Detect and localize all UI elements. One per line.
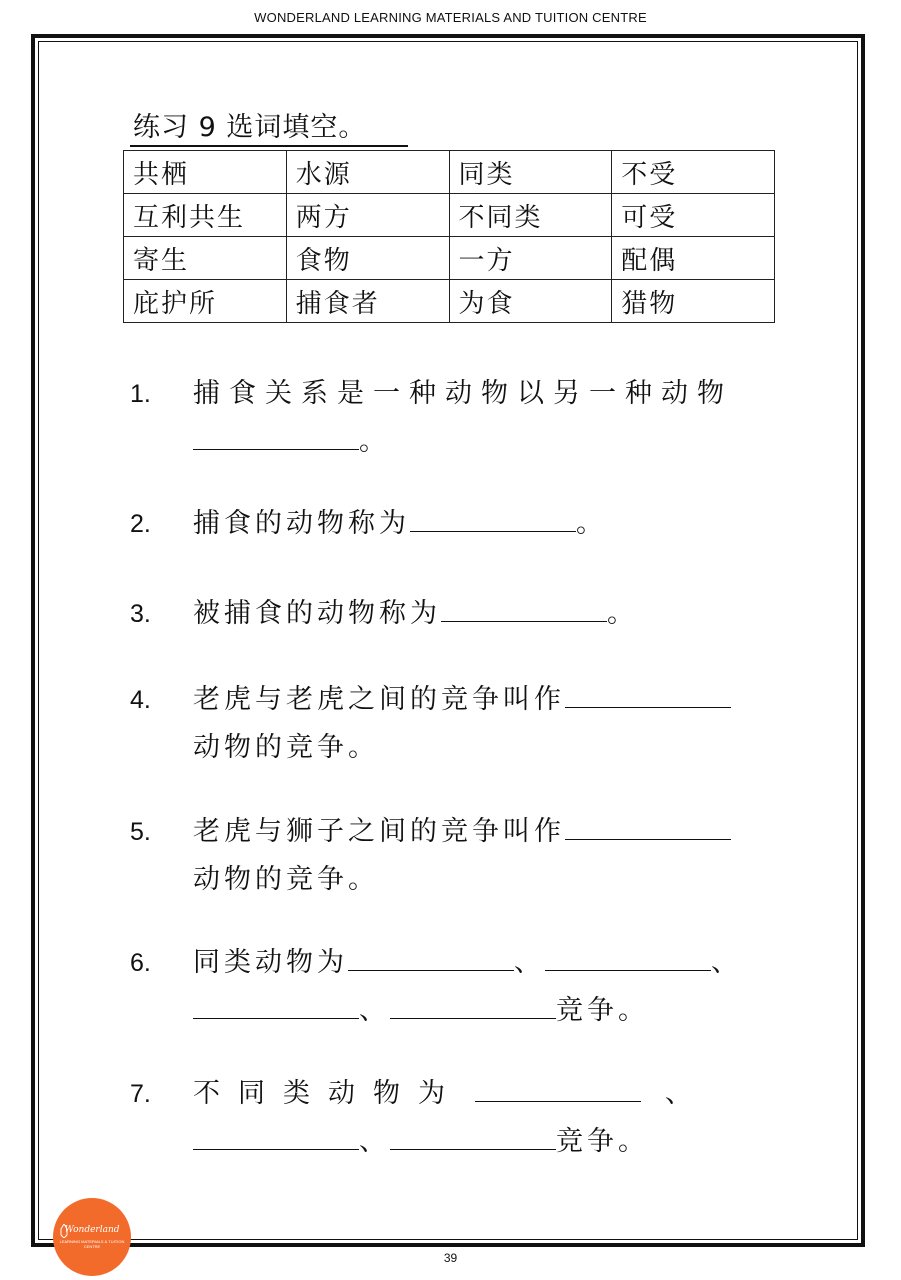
logo-name: Wonderland (64, 1225, 120, 1235)
question-body (193, 590, 773, 638)
word-bank-cell: 可受 (612, 194, 775, 237)
word-bank-cell: 为食 (449, 280, 612, 323)
question-body (193, 1070, 773, 1166)
question-end: 竞争。 (556, 995, 649, 1026)
word-bank-row (124, 194, 775, 237)
word-bank-table (123, 150, 775, 323)
question-body (193, 676, 773, 772)
answer-blank[interactable] (410, 501, 576, 532)
answer-blank[interactable] (193, 419, 359, 450)
question-text: 同类动物为 (193, 947, 348, 978)
word-bank-row (124, 280, 775, 323)
answer-blank[interactable] (565, 809, 731, 840)
question-end: 。 (607, 598, 638, 629)
answer-blank[interactable] (348, 940, 514, 971)
question-line-2 (193, 1118, 773, 1166)
word-bank-cell: 共栖 (124, 151, 287, 194)
question-body (193, 808, 773, 904)
answer-blank[interactable] (441, 591, 607, 622)
question-text: 老虎与老虎之间的竞争叫作 (193, 684, 565, 715)
word-bank-cell: 一方 (449, 237, 612, 280)
question-end: 。 (576, 508, 607, 539)
page-number: 39 (443, 1251, 458, 1265)
question-number: 7. (130, 1080, 151, 1108)
separator: 、 (665, 1078, 696, 1109)
question-text: 捕食的动物称为 (193, 508, 410, 539)
word-bank-cell: 庇护所 (124, 280, 287, 323)
question-number: 4. (130, 686, 151, 714)
answer-blank[interactable] (390, 988, 556, 1019)
separator: 、 (359, 995, 390, 1026)
word-bank-cell: 同类 (449, 151, 612, 194)
question-body (193, 370, 773, 466)
word-bank-cell: 两方 (286, 194, 449, 237)
answer-blank[interactable] (193, 1119, 359, 1150)
logo-tagline: LEARNING MATERIALS & TUITION CENTRE (59, 1239, 125, 1249)
title-underline (130, 145, 408, 147)
question-body (193, 500, 773, 548)
question-line-2 (193, 987, 773, 1035)
question-line-2: 动物的竞争。 (193, 732, 379, 763)
word-bank-row (124, 237, 775, 280)
word-bank-row (124, 151, 775, 194)
word-bank-cell: 水源 (286, 151, 449, 194)
separator: 、 (514, 947, 545, 978)
centre-name-header: WONDERLAND LEARNING MATERIALS AND TUITION CENTRE (254, 10, 647, 25)
question-body (193, 939, 773, 1035)
question-text: 捕食关系是一种动物以另一种动物 (193, 378, 733, 409)
question-line-2: 动物的竞争。 (193, 864, 379, 895)
question-number: 6. (130, 949, 151, 977)
answer-blank[interactable] (565, 677, 731, 708)
question-line-2 (193, 418, 773, 466)
separator: 、 (711, 947, 742, 978)
word-bank-cell: 猎物 (612, 280, 775, 323)
word-bank-cell: 不同类 (449, 194, 612, 237)
word-bank-cell: 捕食者 (286, 280, 449, 323)
answer-blank[interactable] (475, 1071, 641, 1102)
word-bank-cell: 食物 (286, 237, 449, 280)
separator: 、 (359, 1126, 390, 1157)
question-end: 竞争。 (556, 1126, 649, 1157)
question-number: 3. (130, 600, 151, 628)
question-number: 5. (130, 818, 151, 846)
word-bank-cell: 不受 (612, 151, 775, 194)
question-text: 老虎与狮子之间的竞争叫作 (193, 816, 565, 847)
question-text: 不同类动物为 (193, 1078, 463, 1109)
question-number: 2. (130, 510, 151, 538)
word-bank-cell: 互利共生 (124, 194, 287, 237)
answer-blank[interactable] (545, 940, 711, 971)
exercise-title: 练习 9 选词填空。 (133, 112, 367, 143)
word-bank-cell: 寄生 (124, 237, 287, 280)
question-number: 1. (130, 380, 151, 408)
question-text: 被捕食的动物称为 (193, 598, 441, 629)
answer-blank[interactable] (390, 1119, 556, 1150)
answer-blank[interactable] (193, 988, 359, 1019)
word-bank-cell: 配偶 (612, 237, 775, 280)
question-end: 。 (359, 426, 390, 457)
